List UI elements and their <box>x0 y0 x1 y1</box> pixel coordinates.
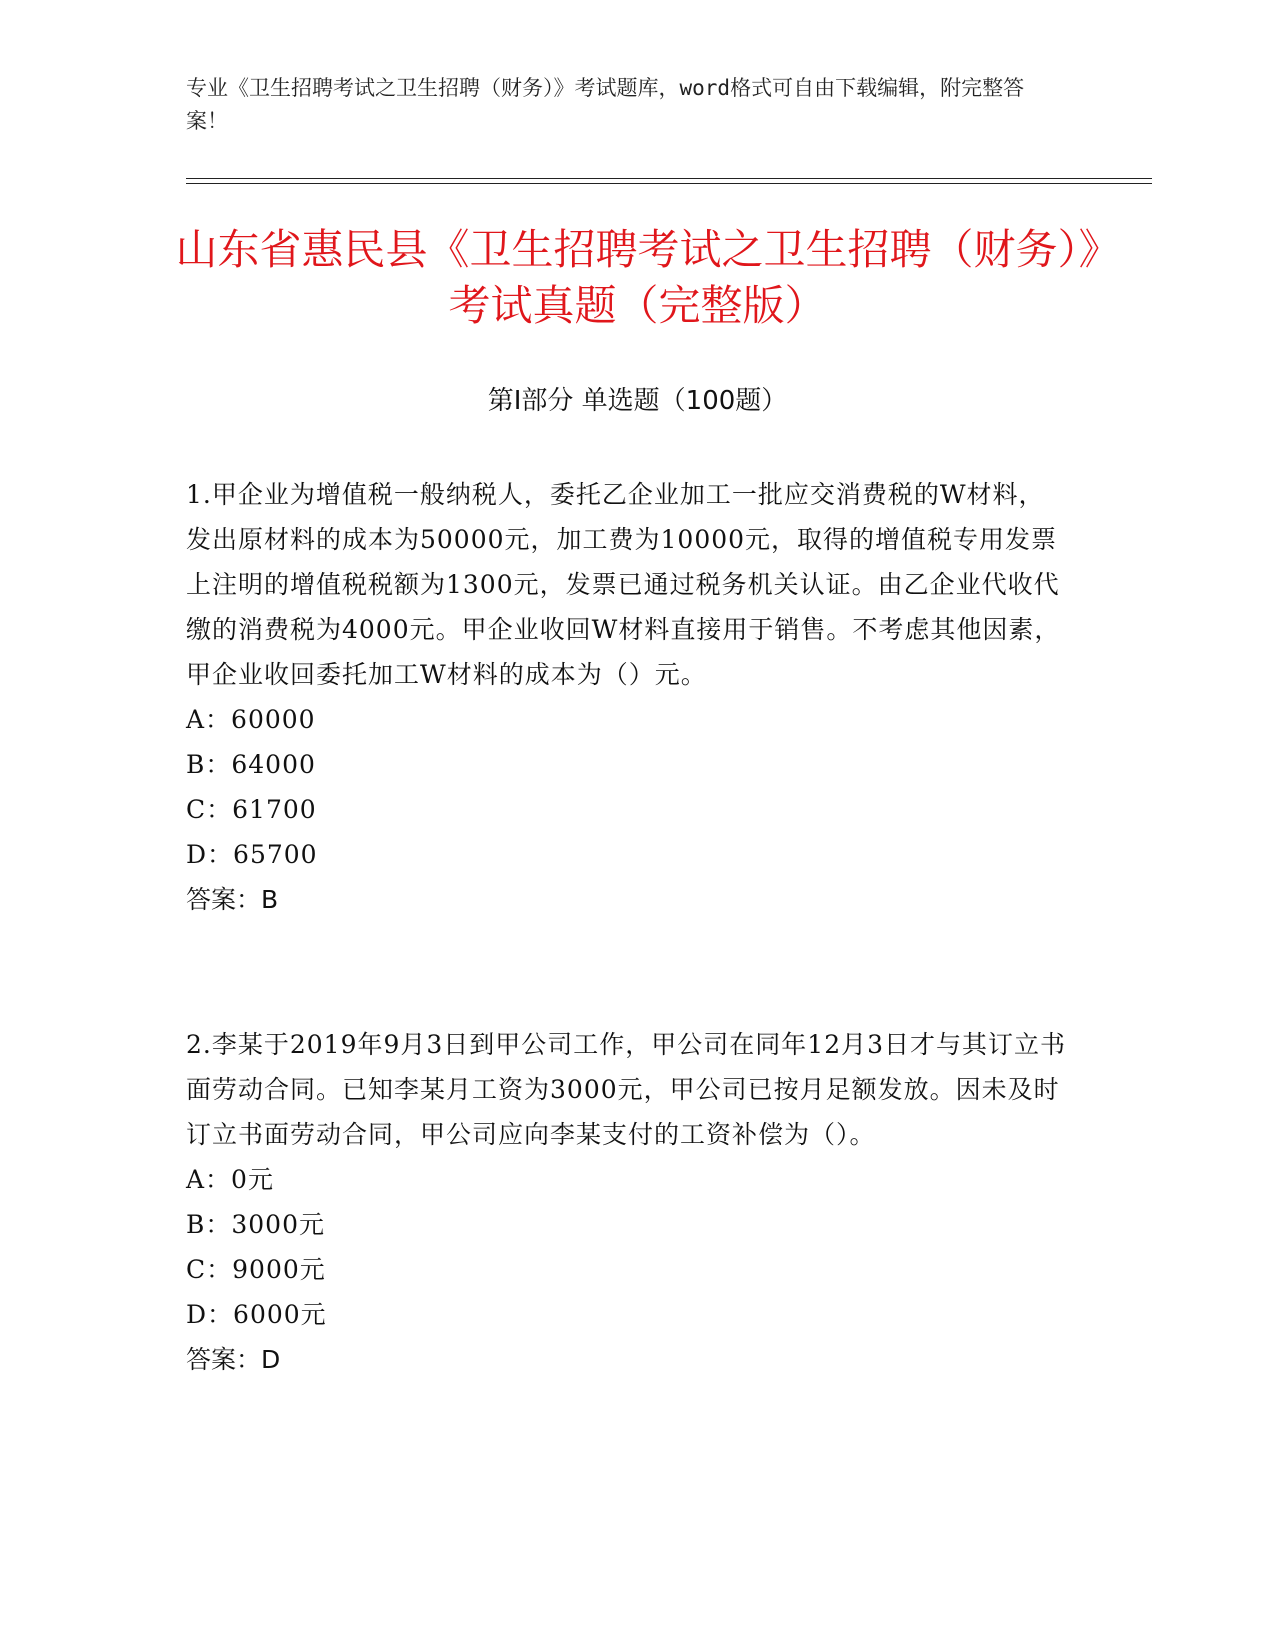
option-a: A：60000 <box>186 705 316 734</box>
option-d: D：65700 <box>186 840 318 869</box>
option-c: C：61700 <box>186 795 317 824</box>
question-2 <box>186 1022 1066 1382</box>
header-note: 专业《卫生招聘考试之卫生招聘（财务）》考试题库，word格式可自由下载编辑，附完整答案！ <box>186 76 1025 133</box>
question-1 <box>186 472 1066 922</box>
option-b: B：64000 <box>186 750 316 779</box>
header-divider-top <box>186 178 1152 179</box>
option-c: C：9000元 <box>186 1255 326 1284</box>
question-stem: 1.甲企业为增值税一般纳税人，委托乙企业加工一批应交消费税的W材料，发出原材料的成本为50000元，加工费为10000元，取得的增值税专用发票上注明的增值税税额为1300元，发票已通过税务机关认证。由乙企业代收代缴的消费税为4000元。甲企业收回W材料直接用于销售。不考虑其他因素，甲企业收回委托加工W材料的成本为（）元。 <box>186 480 1061 689</box>
answer: 答案：D <box>186 1345 281 1374</box>
option-a: A：0元 <box>186 1165 274 1194</box>
option-d: D：6000元 <box>186 1300 327 1329</box>
header-divider-bottom <box>186 183 1152 184</box>
question-stem: 2.李某于2019年9月3日到甲公司工作，甲公司在同年12月3日才与其订立书面劳动合同。已知李某月工资为3000元，甲公司已按月足额发放。因未及时订立书面劳动合同，甲公司应向李某支付的工资补偿为（）。 <box>186 1030 1067 1149</box>
section-title: 第Ⅰ部分 单选题（100题） <box>487 386 788 416</box>
answer: 答案：B <box>186 885 279 914</box>
option-b: B：3000元 <box>186 1210 325 1239</box>
document-title: 山东省惠民县《卫生招聘考试之卫生招聘（财务）》考试真题（完整版） <box>175 225 1100 330</box>
